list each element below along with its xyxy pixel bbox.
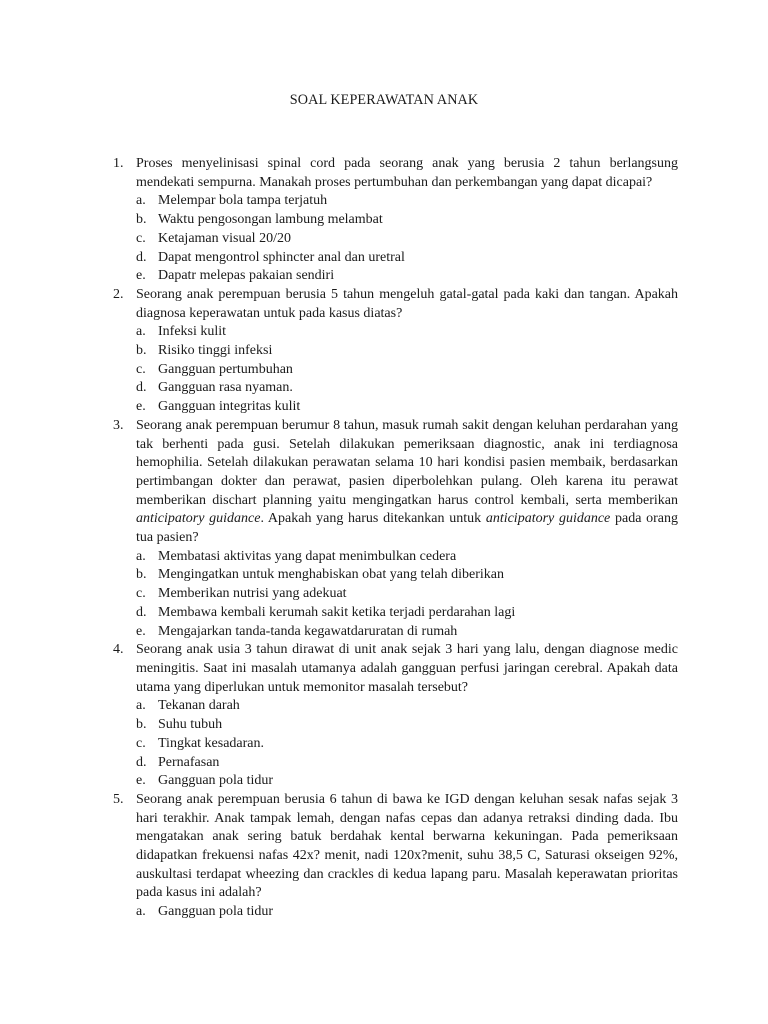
option-item: [136, 903, 678, 922]
option-letter: e.: [136, 623, 146, 639]
question-item: [110, 155, 678, 286]
option-text: Gangguan integritas kulit: [158, 399, 301, 415]
italic-term: anticipatory guidance: [485, 511, 611, 527]
question-text: Seorang anak perempuan berusia 5 tahun mengeluh gatal-gatal pada kaki dan tangan. Apakah diagnosa keperawatan untuk pada kasus diatas?: [136, 286, 678, 321]
option-text: Risiko tinggi infeksi: [158, 343, 273, 359]
option-letter: e.: [136, 399, 146, 415]
option-item: [136, 192, 678, 211]
option-letter: d.: [136, 604, 147, 620]
question-text: Proses menyelinisasi spinal cord pada seorang anak yang berusia 2 tahun berlangsung mendekati sempurna. Manakah proses pertumbuhan dan perkembangan yang dapat dicapai?: [136, 156, 678, 190]
question-number: 4.: [113, 642, 124, 658]
option-list: [136, 903, 678, 922]
option-text: Ketajaman visual 20/20: [158, 230, 291, 246]
question-item: [110, 641, 678, 791]
option-letter: a.: [136, 324, 146, 340]
option-item: [136, 716, 678, 735]
option-item: [136, 623, 678, 642]
italic-term: anticipatory guidance: [136, 511, 261, 527]
option-text: Melempar bola tampa terjatuh: [158, 193, 328, 209]
option-item: [136, 566, 678, 585]
option-list: [136, 548, 678, 642]
option-text: Membatasi aktivitas yang dapat menimbulkan cedera: [158, 548, 457, 564]
option-item: [136, 249, 678, 268]
option-text: Gangguan pola tidur: [158, 773, 274, 789]
question-text-part: . Apakah yang harus ditekankan untuk: [260, 511, 486, 527]
option-text: Gangguan pertumbuhan: [158, 361, 293, 377]
option-list: [136, 697, 678, 791]
option-text: Waktu pengosongan lambung melambat: [158, 212, 383, 228]
option-item: [136, 379, 678, 398]
option-item: [136, 230, 678, 249]
option-item: [136, 585, 678, 604]
option-letter: a.: [136, 904, 146, 920]
option-letter: e.: [136, 268, 146, 284]
option-letter: c.: [136, 735, 146, 751]
option-letter: a.: [136, 698, 146, 714]
option-text: Dapat mengontrol sphincter anal dan uretral: [158, 249, 405, 265]
option-text: Gangguan rasa nyaman.: [158, 380, 293, 396]
question-text: Seorang anak usia 3 tahun dirawat di unit anak sejak 3 hari yang lalu, dengan diagnose medic meningitis. Saat ini masalah utamanya adalah gangguan perfusi jaringan cerebral. Apakah data utama yang diperlukan untuk memonitor masalah tersebut?: [136, 642, 678, 695]
option-list: [136, 323, 678, 417]
option-letter: e.: [136, 773, 146, 789]
option-text: Membawa kembali kerumah sakit ketika terjadi perdarahan lagi: [158, 604, 516, 620]
option-letter: d.: [136, 380, 147, 396]
option-letter: c.: [136, 230, 146, 246]
option-item: [136, 342, 678, 361]
option-text: Tekanan darah: [158, 698, 240, 714]
option-letter: c.: [136, 361, 146, 377]
question-list: [110, 155, 678, 922]
option-letter: b.: [136, 212, 147, 228]
question-number: 2.: [113, 286, 124, 302]
option-letter: d.: [136, 249, 147, 265]
option-letter: b.: [136, 343, 147, 359]
question-text-part: Seorang anak perempuan berumur 8 tahun, masuk rumah sakit dengan keluhan perdarahan yang tak berhenti pada gusi. Setelah dilakukan pemeriksaan diagnostic, anak ini terdiagnosa hemophilia. Setelah dilakukan perawatan selama 10 hari kondisi pasien membaik, berdasarkan pertimbangan dokter dan perawat, pasien diperbolehkan pulang. Oleh karena itu perawat memberikan dischart planning yaitu mengingatkan harus control kembali, serta memberikan: [136, 417, 678, 508]
option-item: [136, 211, 678, 230]
option-text: Pernafasan: [158, 754, 220, 770]
question-text: Seorang anak perempuan berusia 6 tahun di bawa ke IGD dengan keluhan sesak nafas sejak 3 hari terakhir. Anak tampak lemah, dengan nafas cepas dan adanya retraksi dinding dada. Ibu mengatakan anak sering batuk berdahak kental berwarna kekuningan. Pada pemeriksaan didapatkan frekuensi nafas 42x? menit, nadi 120x?menit, suhu 38,5 C, Saturasi okseigen 92%, auskultasi terdapat wheezing dan crackles di kedua lapang paru. Masalah keperawatan prioritas pada kasus ini adalah?: [136, 791, 678, 901]
option-text: Mengingatkan untuk menghabiskan obat yang telah diberikan: [158, 567, 505, 583]
question-text-part: pada orang tua pasien?: [136, 511, 678, 546]
option-letter: a.: [136, 548, 146, 564]
option-letter: d.: [136, 754, 147, 770]
option-letter: c.: [136, 586, 146, 602]
option-letter: b.: [136, 567, 147, 583]
option-item: [136, 398, 678, 417]
question-text: [136, 417, 678, 548]
option-item: [136, 548, 678, 567]
option-text: Gangguan pola tidur: [158, 904, 274, 920]
option-item: [136, 735, 678, 754]
question-item: [110, 417, 678, 641]
option-text: Infeksi kulit: [158, 324, 227, 340]
question-number: 3.: [113, 417, 124, 433]
option-text: Tingkat kesadaran.: [158, 735, 265, 751]
option-letter: a.: [136, 193, 146, 209]
question-item: [110, 791, 678, 922]
option-text: Dapatr melepas pakaian sendiri: [158, 268, 335, 284]
option-letter: b.: [136, 717, 147, 733]
option-text: Mengajarkan tanda-tanda kegawatdaruratan di rumah: [158, 623, 458, 639]
option-list: [136, 192, 678, 286]
option-text: Memberikan nutrisi yang adekuat: [158, 586, 347, 602]
option-item: [136, 267, 678, 286]
question-item: [110, 286, 678, 417]
option-text: Suhu tubuh: [158, 717, 223, 733]
question-number: 5.: [113, 791, 124, 807]
option-item: [136, 323, 678, 342]
option-item: [136, 754, 678, 773]
question-number: 1.: [113, 156, 124, 171]
option-item: [136, 697, 678, 716]
option-item: [136, 772, 678, 791]
option-item: [136, 361, 678, 380]
page-title: SOAL KEPERAWATAN ANAK: [289, 92, 479, 108]
option-item: [136, 604, 678, 623]
